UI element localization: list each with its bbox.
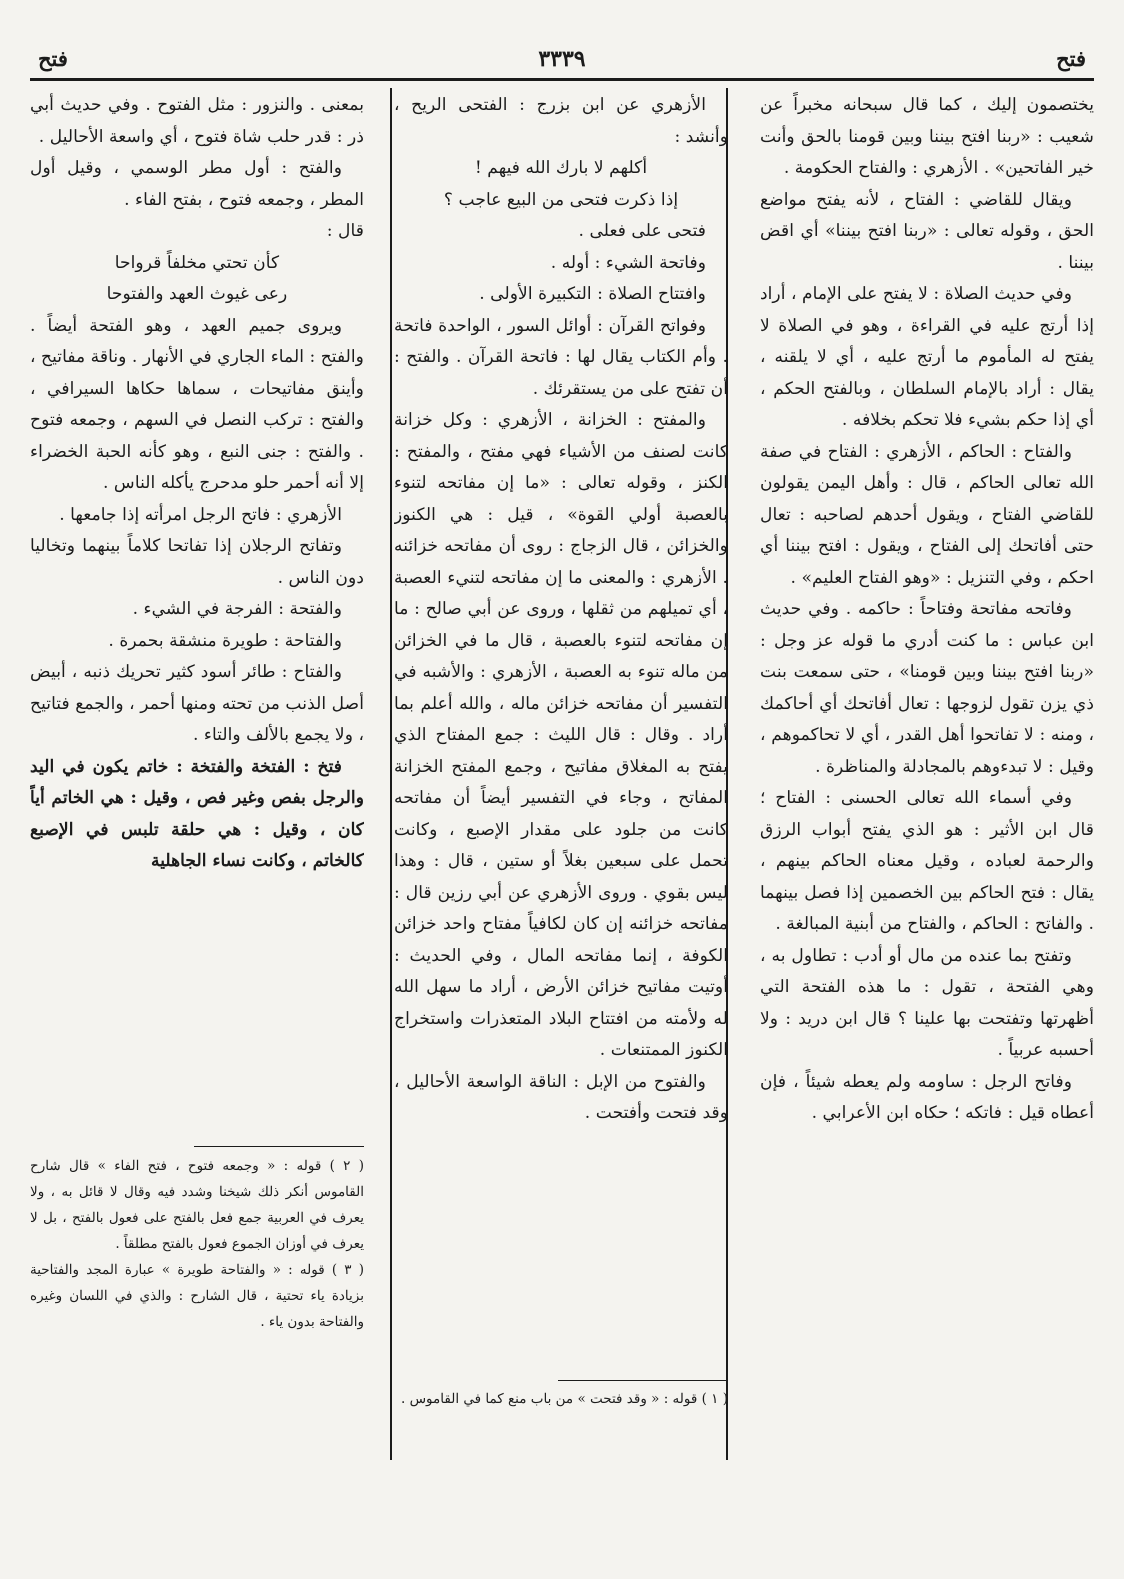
paragraph: وفي أسماء الله تعالى الحسنى : الفتاح ؛ قال ابن الأثير : هو الذي يفتح أبواب الرزق والرحمة لعباده ، وقيل معناه الحاكم بينهم ، يقال : فتح الحاكم بين الخصمين إذا فصل بينهما . والفاتح : الحاكم ، والفتاح من أبنية المبالغة . bbox=[760, 788, 1094, 934]
footnote-middle bbox=[394, 1386, 728, 1412]
footnote-rule bbox=[194, 1146, 364, 1147]
footnote: ( ٢ ) قوله : « وجمعه فتوح ، فتح الفاء » قال شارح القاموس أنكر ذلك شيخنا وشدد فيه وقال لا قائل به ، ولا يعرف في العربية جمع فعل بالفتح على فعول بالفتح ، بل لا يعرف في أوزان الجموع فعول بالفتح مطلقاً . bbox=[30, 1158, 365, 1252]
paragraph: والفتاح : الحاكم ، الأزهري : الفتاح في صفة الله تعالى الحاكم ، قال : وأهل اليمن يقولون للقاضي الفتاح ، ويقول أحدهم لصاحبه : تعال حتى أفاتحك إلى الفتاح ، ويقول : افتح بيننا أي احكم ، وفي التنزيل : «وهو الفتاح العليم» . bbox=[760, 441, 1094, 588]
paragraph: ويقال للقاضي : الفتاح ، لأنه يفتح مواضع الحق ، وقوله تعالى : «ربنا افتح بيننا» أي اقض بيننا . bbox=[760, 189, 1094, 273]
footnote-rule bbox=[558, 1380, 728, 1381]
footnote: ( ١ ) قوله : « وقد فتحت » من باب منع كما في القاموس . bbox=[401, 1391, 728, 1407]
verse-line: كأن تحتي مخلفاً قرواحا bbox=[114, 252, 280, 273]
paragraph: والفتاح : طائر أسود كثير تحريك ذنبه ، أبيض أصل الذنب من تحته ومنها أحمر ، والجمع فتاتيح ، ولا يجمع بالألف والتاء . bbox=[30, 662, 364, 745]
verse-line: إذا ذكرت فتحى من البيع عاجب ؟ bbox=[443, 189, 679, 210]
entry-heading-paragraph: فتخ : الفتخة والفتخة : خاتم يكون في اليد والرجل بفص وغير فص ، وقيل : هي الخاتم أياً كان ، وقيل : هي حلقة تلبس في الإصبع كالخاتم ، وكانت نساء الجاهلية bbox=[30, 756, 364, 871]
header-root-word-right: فتح bbox=[1056, 46, 1086, 71]
header-rule bbox=[30, 78, 1094, 81]
paragraph: فتحى على فعلى . bbox=[578, 221, 706, 241]
paragraph: وتفتح بما عنده من مال أو أدب : تطاول به ، وهي الفتحة ، تقول : ما هذه الفتحة التي أظهرتها وتفتحت بها علينا ؟ قال ابن دريد : ولا أحسبه عربياً . bbox=[760, 945, 1094, 1060]
footnote-left bbox=[30, 1153, 364, 1335]
paragraph: وفاتحه مفاتحة وفتاحاً : حاكمه . وفي حديث ابن عباس : ما كنت أدري ما قوله عز وجل : «ربنا افتح بيننا وبين قومنا» ، حتى سمعت بنت ذي يزن تقول لزوجها : تعال أفاتحك أي أحاكمك ، ومنه : لا تفاتحوا أهل القدر ، أي لا تحاكموهم ، وقيل : لا تبدءوهم بالمجادلة والمناظرة . bbox=[760, 599, 1094, 777]
paragraph: وفاتح الرجل : ساومه ولم يعطه شيئاً ، فإن أعطاه قيل : فاتكه ؛ حكاه ابن الأعرابي . bbox=[760, 1071, 1094, 1123]
paragraph: الأزهري عن ابن بزرج : الفتحى الريح ، وأنشد : bbox=[394, 95, 728, 147]
footnote: ( ٣ ) قوله : « والفتاحة طويرة » عبارة المجد والفتاحية بزيادة ياء تحتية ، قال الشارح : والذي في اللسان وغيره والفتاحة بدون ياء . bbox=[30, 1262, 364, 1330]
verse-line: رعى غيوث العهد والفتوحا bbox=[106, 284, 288, 304]
paragraph: يختصمون إليك ، كما قال سبحانه مخبراً عن شعيب : «ربنا افتح بيننا وبين قومنا بالحق وأنت خير الفاتحين» . الأزهري : والفتاح الحكومة . bbox=[760, 95, 1094, 178]
verse-line: أكلهم لا بارك الله فيهم ! bbox=[474, 158, 648, 178]
paragraph: قال : bbox=[326, 221, 364, 241]
paragraph: والفتح : أول مطر الوسمي ، وقيل أول المطر ، وجمعه فتوح ، بفتح الفاء . bbox=[30, 158, 364, 210]
paragraph: والفتاحة : طويرة منشقة بحمرة . bbox=[108, 630, 342, 651]
paragraph: وفاتحة الشيء : أوله . bbox=[550, 252, 706, 273]
paragraph: والفتحة : الفرجة في الشيء . bbox=[132, 599, 342, 619]
paragraph: ويروى جميم العهد ، وهو الفتحة أيضاً . والفتح : الماء الجاري في الأنهار . وناقة مفاتيح ، وأينق مفاتيحات ، سماها حكاها السيرافي ، والفتح : تركب النصل في السهم ، وجمعه فتوح . والفتح : جنى النبع ، وهو كأنه الحبة الخضراء إلا أنه أحمر حلو مدحرج يأكله الناس . bbox=[30, 315, 364, 493]
column-right bbox=[760, 90, 1094, 1480]
paragraph: وفواتح القرآن : أوائل السور ، الواحدة فاتحة . وأم الكتاب يقال لها : فاتحة القرآن . والفتح : أن تفتح على من يستقرئك . bbox=[394, 315, 728, 399]
paragraph: والمفتح : الخزانة ، الأزهري : وكل خزانة كانت لصنف من الأشياء فهي مفتح ، والمفتح : الكنز ، وقوله تعالى : «ما إن مفاتحه لتنوء بالعصبة أولي القوة» ، قيل : هي الكنوز والخزائن ، قال الزجاج : روى أن مفاتحه خزائنه . الأزهري : والمعنى ما إن مفاتحه لتنيء العصبة ، أي تميلهم من ثقلها ، وروى عن أبي صالح : ما إن مفاتحه لتنوء بالعصبة ، قال ما في الخزائن من ماله تنوء به العصبة ، الأزهري : والأشبه في التفسير أن مفاتحه خزائن ماله ، والله أعلم بما أراد . وقال : قال الليث : جمع المفتاح الذي يفتح به المغلاق مفاتيح ، وجمع المفتح الخزانة المفاتح ، وجاء في التفسير أيضاً أن مفاتحه كانت من جلود على مقدار الإصبع ، وكانت تحمل على سبعين بغلاً أو ستين ، قال : وهذا ليس بقوي . وروى الأزهري عن أبي رزين قال : مفاتحه خزائنه إن كان لكافياً مفتاح واحد خزائن الكوفة ، إنما مفاتحه المال ، وفي الحديث : أوتيت مفاتيح خزائن الأرض ، أراد ما سهل الله له ولأمته من افتتاح البلاد المتعذرات واستخراج الكنوز الممتنعات . bbox=[394, 410, 728, 1060]
paragraph: بمعنى . والنزور : مثل الفتوح . وفي حديث أبي ذر : قدر حلب شاة فتوح ، أي واسعة الأحاليل . bbox=[30, 95, 364, 147]
column-middle bbox=[394, 90, 728, 1480]
page-header bbox=[30, 44, 1094, 78]
paragraph: وفي حديث الصلاة : لا يفتح على الإمام ، أراد إذا أرتج عليه في القراءة ، وهو في الصلاة لا يفتح له المأموم ما أرتج عليه ، أي لا يلقنه ، يقال : أراد بالإمام السلطان ، وبالفتح الحكم ، أي إذا حكم بشيء فلا تحكم بخلافه . bbox=[760, 284, 1094, 430]
paragraph: وتفاتح الرجلان إذا تفاتحا كلاماً بينهما وتخاليا دون الناس . bbox=[30, 536, 364, 588]
header-root-word-left: فتح bbox=[38, 46, 68, 71]
column-left bbox=[30, 90, 364, 1142]
paragraph: الأزهري : فاتح الرجل امرأته إذا جامعها . bbox=[59, 504, 342, 525]
column-divider bbox=[390, 88, 392, 1460]
paragraph: والفتوح من الإبل : الناقة الواسعة الأحاليل ، وقد فتحت وأفتحت . bbox=[394, 1071, 728, 1123]
paragraph: وافتتاح الصلاة : التكبيرة الأولى . bbox=[479, 284, 706, 304]
page-number: ٣٣٣٩ bbox=[538, 46, 586, 72]
